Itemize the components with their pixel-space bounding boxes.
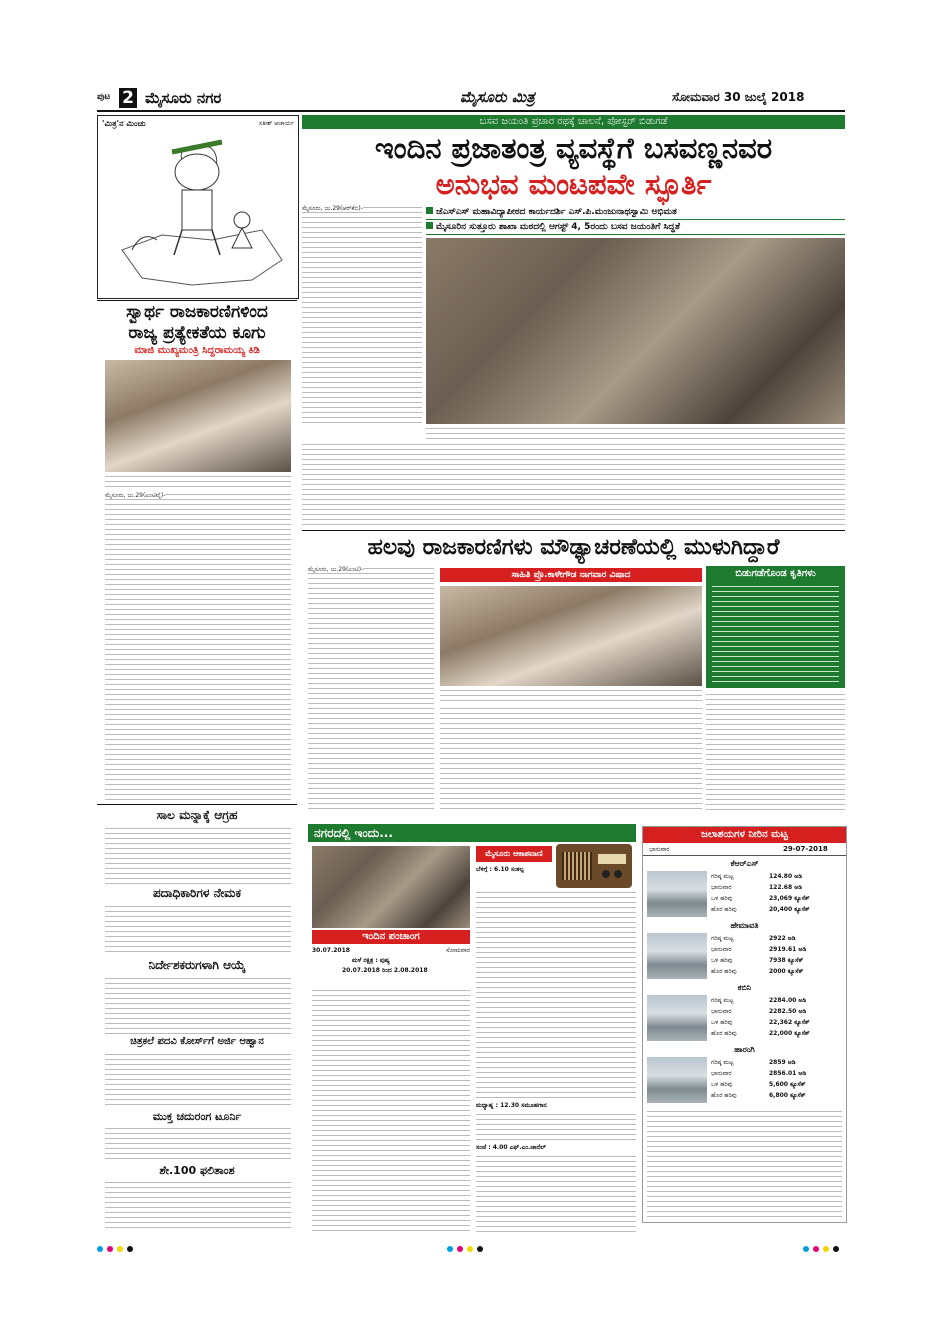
dam-photo [647,871,707,917]
brief-title: ಮುಕ್ತ ಚದುರಂಗ ಟೂರ್ನಿ [152,1110,242,1123]
politics-photo-caption [105,474,291,488]
lead-body-col-1 [302,205,422,423]
brief-body [105,976,291,1034]
superstition-photo [440,586,702,686]
superstition-body-col-2 [440,706,702,810]
issue-date: ಸೋಮವಾರ 30 ಜುಲೈ 2018 [672,90,805,104]
reservoir-table: ಗರಿಷ್ಠ ಮಟ್ಟ 124.80 ಅಡಿ ಭಾನುವಾರ 122.68 ಅಡಿ ಒಳ ಹರಿವು 23,069 ಕ್ಯೂಸೆಕ್ ಹೊರ ಹರಿವು 20,400 ಕ್ಯೂಸೆಕ್ [711,873,810,913]
divider [97,804,297,805]
reservoir-table: ಗರಿಷ್ಠ ಮಟ್ಟ 2922 ಅಡಿ ಭಾನುವಾರ 2919.61 ಅಡಿ ಒಳ ಹರಿವು 7938 ಕ್ಯೂಸೆಕ್ ಹೊರ ಹರಿವು 2000 ಕ್ಯೂಸೆಕ್ [711,935,807,975]
lead-headline: ಇಂದಿನ ಪ್ರಜಾತಂತ್ರ ವ್ಯವಸ್ಥೆಗೆ ಬಸವಣ್ಣನವರ [374,131,773,165]
reservoir-notes [647,1109,842,1217]
dam-photo [647,995,707,1041]
cartoon-artist: ಸತೀಶ್ ಆಚಾರ್ಯ [259,120,294,127]
superstition-body-col-1: ಮೈಸೂರು, ಜು.29(ಎಂಟಿ)- [308,566,434,810]
paper-name: ಮೈಸೂರು ಮಿತ್ರ [460,88,535,106]
brief-title: ನಿರ್ದೇಶಕರುಗಳಾಗಿ ಆಯ್ಕೆ [148,958,246,972]
brief-body [105,826,291,884]
panchanga-title: ಇಂದಿನ ಪಂಚಾಂಗ [312,930,470,944]
brief-title: ಪದಾಧಿಕಾರಿಗಳ ನೇಮಕ [152,886,241,900]
masthead-rule [97,110,845,112]
lead-kicker: ಬಸವ ಜಯಂತಿ ಪ್ರಚಾರ ರಥಕ್ಕೆ ಚಾಲನೆ, ಪೋಸ್ಟರ್ ಬಿಡುಗಡೆ [302,115,845,129]
reservoir-name: ಕಬಿನಿ [737,983,752,992]
dam-photo [647,1057,707,1103]
reservoir-name: ಕೆಆರ್‌ಎಸ್ [730,859,759,868]
palace-photo [312,846,470,928]
brief-title: ಸಾಲ ಮನ್ನಾಕ್ಕೆ ಆಗ್ರಹ [156,808,238,822]
books-box-body [712,584,839,684]
brief-title: ಶೇ.100 ಫಲಿತಾಂಶ [159,1164,235,1177]
politics-body: ಮೈಸೂರು, ಜು.29(ಎಂಟಿವೈ)- [105,492,291,800]
divider [302,530,845,531]
superstition-subhead: ಸಾಹಿತಿ ಪ್ರೊ.ಕಾಳೇಗೌಡ ನಾಗವಾರ ವಿಷಾದ [440,568,702,582]
reservoir-name: ಹಾರಂಗಿ [734,1045,755,1054]
reservoir-box: ಜಲಾಶಯಗಳ ನೀರಿನ ಮಟ್ಟ ಭಾನುವಾರ 29-07-2018 ಕೆಆರ್‌ಎಸ್ ಗರಿಷ್ಠ ಮಟ್ಟ 124.80 ಅಡಿ ಭಾನುವಾರ 122.68 ಅಡಿ ಒಳ ಹರಿವು 23,069 ಕ್ಯೂಸೆಕ್ ಹೊರ ಹರಿವು 20,400 ಕ್ಯೂಸೆಕ್ ಹೇಮಾವತಿ ಗರಿಷ್ಠ ಮಟ್ಟ 2922 ಅಡಿ ಭಾನುವಾರ 2919.61 ಅಡಿ ಒಳ ಹರಿವು 7938 ಕ್ಯೂಸೆಕ್ ಹೊರ ಹರಿವು 2000 ಕ್ಯೂಸೆಕ್ ಕಬಿನಿ ಗರಿಷ್ಠ ಮಟ್ಟ 2284.00 ಅಡಿ ಭಾನುವಾರ 2282.50 ಅಡಿ ಒಳ ಹರಿವು 22,362 ಕ್ಯೂಸೆಕ್ ಹೊರ ಹರಿವು 22,000 ಕ್ಯೂಸೆಕ್ ಹಾರಂಗಿ ಗರಿಷ್ಠ ಮಟ್ಟ 2859 ಅಡಿ ಭಾನುವಾರ 2856.01 ಅಡಿ ಒಳ ಹರಿವು 5,600 ಕ್ಯೂಸೆಕ್ ಹೊರ ಹರಿವು 6,800 ಕ್ಯೂಸೆಕ್ [642,826,847,1223]
books-box [706,566,845,688]
lead-bullets [426,206,845,236]
page-label: ಪುಟ [97,92,111,102]
bullet-icon [426,207,433,214]
city-today-header [308,824,636,842]
politics-headline-2: ರಾಜ್ಯ ಪ್ರತ್ಯೇಕತೆಯ ಕೂಗು [128,323,266,343]
politics-photo [105,360,291,472]
cartoon-drawing [102,130,294,294]
reservoir-title: ಜಲಾಶಯಗಳ ನೀರಿನ ಮಟ್ಟ [643,827,846,843]
dam-photo [647,933,707,979]
brief-body [105,904,291,956]
city-today-title: ನಗರದಲ್ಲಿ ಇಂದು... [314,826,393,840]
bullet-icon [426,222,433,229]
divider [97,300,297,301]
brief-body [105,1180,291,1232]
lead-bullet-2: ಮೈಸೂರಿನ ಸುತ್ತೂರು ಶಾಖಾ ಮಠದಲ್ಲಿ ಆಗಸ್ಟ್ 4, 5ರಂದು ಬಸವ ಜಯಂತಿಗೆ ಸಿದ್ಧತೆ [426,221,845,235]
lead-bullet-1: ಜೆಎಸ್ಎಸ್ ಮಹಾವಿದ್ಯಾಪೀಠದ ಕಾರ್ಯದರ್ಶಿ ಎಸ್.ಪಿ.ಮಂಜುನಾಥಸ್ವಾಮಿ ಅಭಿಮತ [426,206,845,220]
reservoir-table: ಗರಿಷ್ಠ ಮಟ್ಟ 2284.00 ಅಡಿ ಭಾನುವಾರ 2282.50 ಅಡಿ ಒಳ ಹರಿವು 22,362 ಕ್ಯೂಸೆಕ್ ಹೊರ ಹರಿವು 22,000 ಕ್ಯೂಸೆಕ್ [711,997,810,1037]
panchanga-body [312,988,470,1232]
radio-title: ಮೈಸೂರು ಆಕಾಶವಾಣಿ [476,846,552,862]
superstition-photo-caption [440,688,702,702]
registration-marks [97,1246,845,1254]
lead-photo-caption [426,426,845,442]
cartoon-title: 'ಮಿತ್ರ'ನ ಮಿಂಚು [102,119,146,128]
superstition-headline: ಹಲವು ರಾಜಕಾರಣಿಗಳು ಮೌಢ್ಯಾಚರಣೆಯಲ್ಲಿ ಮುಳುಗಿದ್ದಾರೆ [367,535,780,560]
superstition-body-col-3 [706,692,845,810]
section-name: ಮೈಸೂರು ನಗರ [145,89,222,107]
reservoir-table: ಗರಿಷ್ಠ ಮಟ್ಟ 2859 ಅಡಿ ಭಾನುವಾರ 2856.01 ಅಡಿ ಒಳ ಹರಿವು 5,600 ಕ್ಯೂಸೆಕ್ ಹೊರ ಹರಿವು 6,800 ಕ್ಯೂಸೆಕ್ [711,1059,807,1099]
reservoir-name: ಹೇಮಾವತಿ [730,921,759,930]
lead-body-columns [302,442,845,526]
books-box-title: ಬಿಡುಗಡೆಗೊಂಡ ಕೃತಿಗಳು [735,568,816,579]
cartoon-box [97,115,299,299]
brief-body [105,1126,291,1162]
brief-body [105,1052,291,1108]
radio-schedule: ಬೆಳಿಗ್ಗೆ : 6.10 ಸಂಕಲ್ಪ ಮಧ್ಯಾಹ್ನ : 12.30 ಸಮೂಹಗಾನ ಸಂಜೆ : 4.00 ಎಫ್.ಎಂ.ಚಾನೆಲ್ [476,866,636,1232]
page-number: 2 [119,88,137,108]
page-section-header [97,88,297,108]
brief-title: ಚಿತ್ರಕಲೆ ಪದವಿ ಕೋರ್ಸ್‌ಗೆ ಅರ್ಜಿ ಆಹ್ವಾನ [130,1036,264,1047]
lead-photo [426,238,845,424]
lead-dateline: ಮೈಸೂರು, ಜು.29(ಆರ್‌ಕೆಬಿ)- [302,205,363,212]
panchanga-info: 30.07.2018 ಸೋಮವಾರ ಮಳೆ ನಕ್ಷತ್ರ : ಪುಷ್ಯ 20.07.2018 ರಿಂದ 2.08.2018 [312,947,470,974]
politics-headline-1: ಸ್ವಾರ್ಥ ರಾಜಕಾರಣಿಗಳಿಂದ [126,302,268,322]
lead-headline-red: ಅನುಭವ ಮಂಟಪವೇ ಸ್ಫೂರ್ತಿ [435,167,712,201]
politics-subhead: ಮಾಜಿ ಮುಖ್ಯಮಂತ್ರಿ ಸಿದ್ದರಾಮಯ್ಯ ಕಿಡಿ [134,345,260,356]
